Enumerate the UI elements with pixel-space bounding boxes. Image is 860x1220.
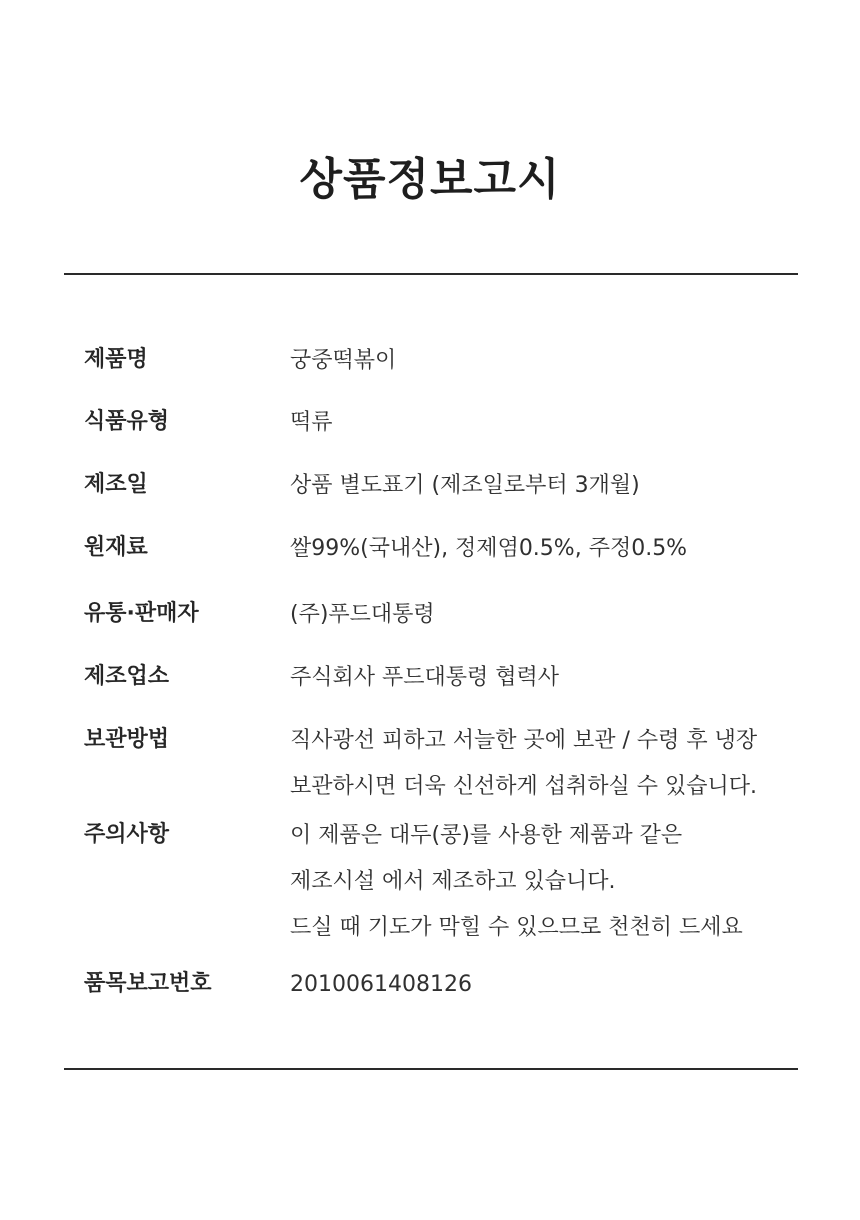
top-divider <box>64 273 798 275</box>
row-label: 유통·판매자 <box>84 601 199 626</box>
row-value <box>290 718 810 810</box>
row-label: 제조일 <box>84 472 148 497</box>
value-line: 제조시설 에서 제조하고 있습니다. <box>290 869 616 894</box>
row-label: 제품명 <box>84 347 148 372</box>
value-line: 궁중떡볶이 <box>290 348 397 373</box>
value-line: (주)푸드대통령 <box>290 602 435 627</box>
row-label: 보관방법 <box>84 727 170 752</box>
row-value <box>290 338 810 384</box>
row-label: 식품유형 <box>84 409 170 434</box>
row-value <box>290 400 810 446</box>
row-value <box>290 526 810 572</box>
row-label: 주의사항 <box>84 822 170 847</box>
row-value <box>290 592 810 638</box>
row-value <box>290 655 810 701</box>
row-label: 제조업소 <box>84 664 170 689</box>
value-line: 직사광선 피하고 서늘한 곳에 보관 / 수령 후 냉장 <box>290 728 758 753</box>
value-line: 떡류 <box>290 410 333 435</box>
row-value <box>290 813 810 951</box>
row-label: 품목보고번호 <box>84 971 212 996</box>
value-line: 상품 별도표기 (제조일로부터 3개월) <box>290 473 640 498</box>
value-line: 이 제품은 대두(콩)를 사용한 제품과 같은 <box>290 823 683 848</box>
page-title: 상품정보고시 <box>299 154 561 205</box>
value-line: 주식회사 푸드대통령 협력사 <box>290 665 560 690</box>
value-line: 쌀99%(국내산), 정제염0.5%, 주정0.5% <box>290 536 688 561</box>
row-value <box>290 962 810 1008</box>
row-label: 원재료 <box>84 535 148 560</box>
row-value <box>290 463 810 509</box>
value-line: 보관하시면 더욱 신선하게 섭취하실 수 있습니다. <box>290 774 758 799</box>
bottom-divider <box>64 1068 798 1070</box>
value-line: 드실 때 기도가 막힐 수 있으므로 천천히 드세요 <box>290 915 743 940</box>
value-line: 2010061408126 <box>290 972 472 997</box>
